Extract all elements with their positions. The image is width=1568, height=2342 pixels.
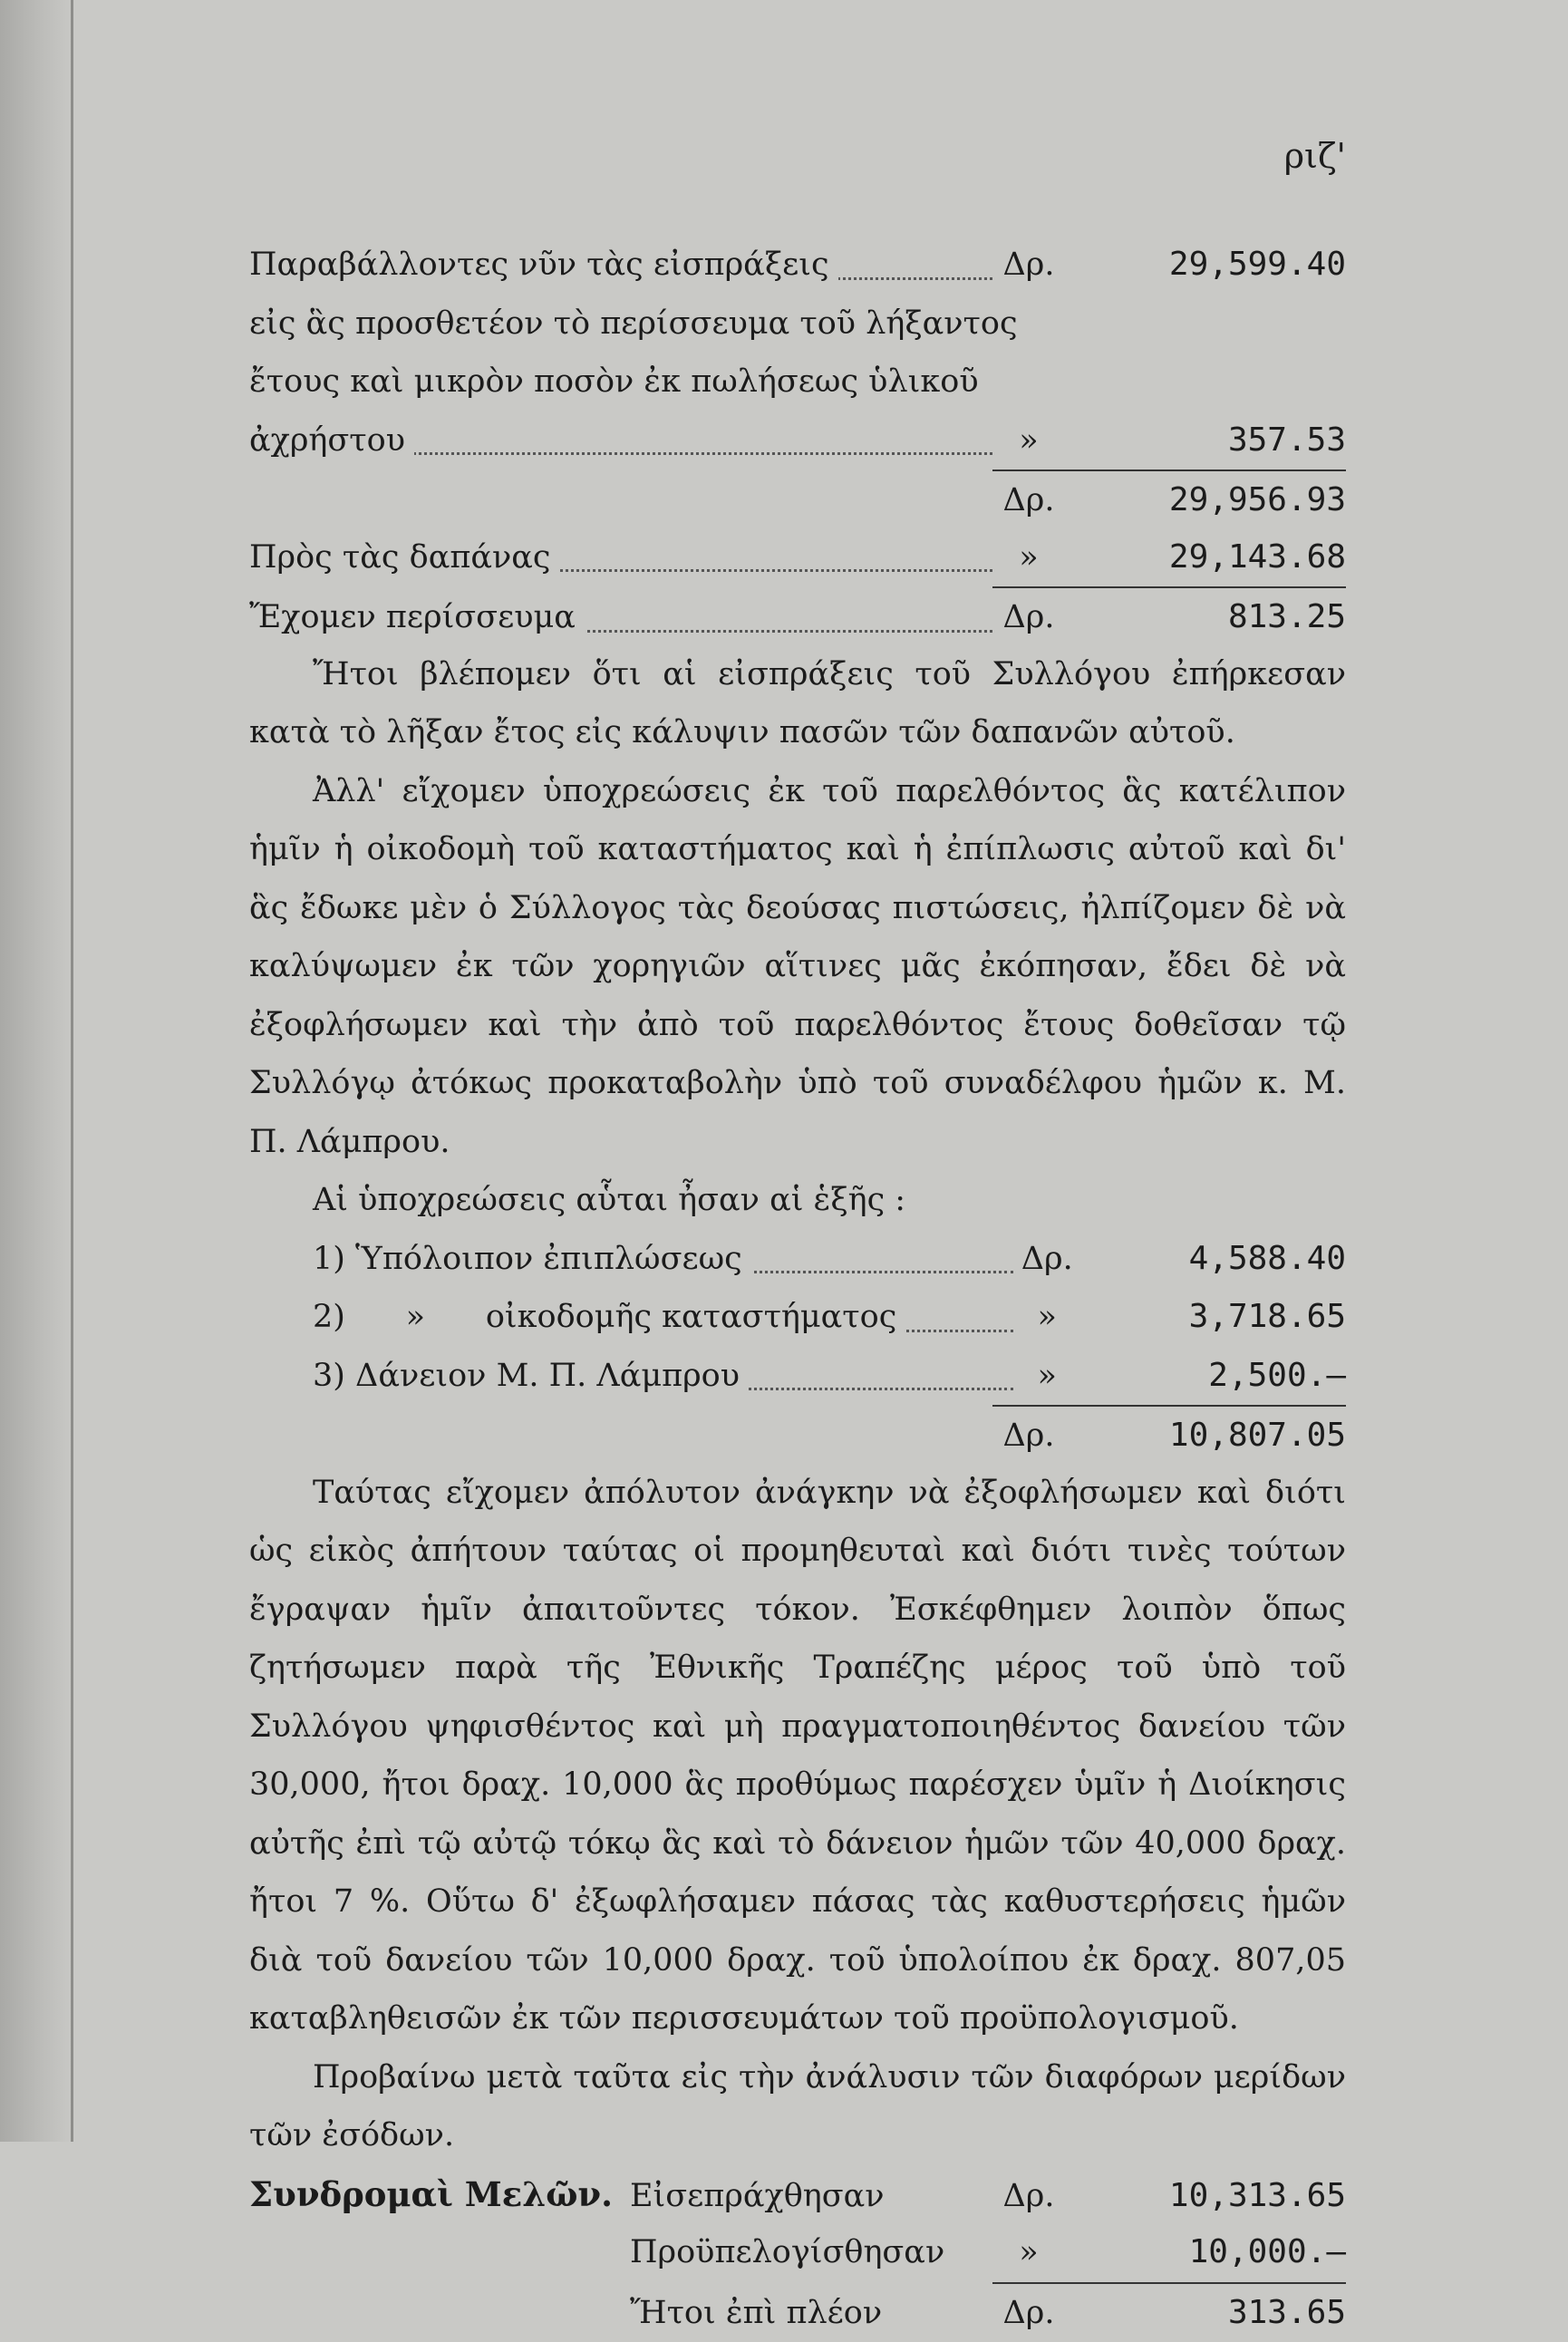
page-binding-shadow xyxy=(0,0,74,2142)
section-row xyxy=(249,2165,1346,2224)
currency-mark: Δρ. xyxy=(1013,1230,1081,1289)
ledger-row-surplus xyxy=(249,586,1346,645)
section-heading: Συνδρομαὶ Μελῶν. xyxy=(249,2165,630,2224)
page-number: ριζ' xyxy=(1284,136,1346,176)
amount: 10,313.65 xyxy=(1065,2167,1346,2226)
section-row xyxy=(249,2223,1346,2282)
currency-mark: Δρ. xyxy=(992,236,1065,295)
section-label: Προϋπελογίσθησαν xyxy=(630,2223,992,2282)
ledger-text: 3) Δάνειον Μ. Π. Λάμπρου xyxy=(313,1358,749,1394)
currency-mark: Δρ. xyxy=(992,2282,1065,2342)
ledger-row-total xyxy=(249,1405,1346,1464)
page-content xyxy=(249,236,1346,2340)
ledger-text: ἀχρήστου xyxy=(249,422,414,459)
section-row xyxy=(249,2282,1346,2341)
obligation-row xyxy=(249,1288,1346,1347)
paragraph: Ἤτοι βλέπομεν ὅτι αἱ εἰσπράξεις τοῦ Συλλόγου ἐπήρκεσαν κατὰ τὸ λῆξαν ἔτος εἰς κάλυψιν πασῶν τῶν δαπανῶν αὐτοῦ. xyxy=(249,645,1346,762)
currency-mark: » xyxy=(992,528,1065,587)
currency-mark: » xyxy=(992,2223,1065,2282)
currency-mark: Δρ. xyxy=(992,469,1065,530)
ledger-row-total xyxy=(249,469,1346,528)
ledger-text: Παραβάλλοντες νῦν τὰς εἰσπράξεις xyxy=(249,247,838,283)
amount: 4,588.40 xyxy=(1081,1230,1346,1289)
ledger-row-receipts xyxy=(249,236,1346,295)
ledger-text: 2) » οἰκοδομῆς καταστήματος xyxy=(313,1299,905,1335)
text-line: ἔτους καὶ μικρὸν ποσὸν ἐκ πωλήσεως ὑλικοῦ xyxy=(249,353,1346,411)
obligation-row xyxy=(249,1230,1346,1289)
currency-mark: » xyxy=(1013,1288,1081,1347)
amount: 29,143.68 xyxy=(1065,528,1346,587)
section-label: Ἤτοι ἐπὶ πλέον xyxy=(630,2284,992,2342)
amount: 357.53 xyxy=(1065,411,1346,470)
amount: 29,599.40 xyxy=(1065,236,1346,295)
currency-mark: Δρ. xyxy=(992,2167,1065,2226)
amount: 3,718.65 xyxy=(1081,1288,1346,1347)
paragraph: Αἱ ὑποχρεώσεις αὗται ἦσαν αἱ ἑξῆς : xyxy=(249,1171,1346,1230)
paragraph: Ἀλλ' εἴχομεν ὑποχρεώσεις ἐκ τοῦ παρελθόντος ἃς κατέλιπον ἡμῖν ἡ οἰκοδομὴ τοῦ καταστήματος καὶ ἡ ἐπίπλωσις αὐτοῦ καὶ δι' ἃς ἔδωκε μὲν ὁ Σύλλογος τὰς δεούσας πιστώσεις, ἠλπίζομεν δὲ νὰ καλύψωμεν ἐκ τῶν χορηγιῶν αἵτινες μᾶς ἐκόπησαν, ἔδει δὲ νὰ ἐξοφλήσωμεν καὶ τὴν ἀπὸ τοῦ παρελθόντος ἔτους δοθεῖσαν τῷ Συλλόγῳ ἀτόκως προκαταβολὴν ὑπὸ τοῦ συναδέλφου ἡμῶν κ. Μ. Π. Λάμπρου. xyxy=(249,762,1346,1172)
amount: 2,500.— xyxy=(1081,1347,1346,1406)
amount: 10,000.— xyxy=(1065,2223,1346,2282)
text-line: εἰς ἃς προσθετέον τὸ περίσσευμα τοῦ λήξαντος xyxy=(249,295,1346,353)
currency-mark: » xyxy=(1013,1347,1081,1406)
amount: 313.65 xyxy=(1065,2282,1346,2342)
total-amount: 10,807.05 xyxy=(1065,1405,1346,1466)
section-label: Εἰσεπράχθησαν xyxy=(630,2167,992,2226)
paragraph: Ταύτας εἴχομεν ἀπόλυτον ἀνάγκην νὰ ἐξοφλήσωμεν καὶ διότι ὡς εἰκὸς ἀπήτουν ταύτας οἱ προμηθευταὶ καὶ διότι τινὲς τούτων ἔγραψαν ἡμῖν ἀπαιτοῦντες τόκον. Ἐσκέφθημεν λοιπὸν ὅπως ζητήσωμεν παρὰ τῆς Ἐθνικῆς Τραπέζης μέρος τοῦ ὑπὸ τοῦ Συλλόγου ψηφισθέντος καὶ μὴ πραγματοποιηθέντος δανείου τῶν 30,000, ἤτοι δραχ. 10,000 ἃς προθύμως παρέσχεν ὑμῖν ἡ Διοίκησις αὐτῆς ἐπὶ τῷ αὐτῷ τόκῳ ἃς καὶ τὸ δάνειον ἡμῶν τῶν 40,000 δραχ. ἤτοι 7 %. Οὕτω δ' ἐξωφλήσαμεν πάσας τὰς καθυστερήσεις ἡμῶν διὰ τοῦ δανείου τῶν 10,000 δραχ. τοῦ ὑπολοίπου ἐκ δραχ. 807,05 καταβληθεισῶν ἐκ τῶν περισσευμάτων τοῦ προϋπολογισμοῦ. xyxy=(249,1464,1346,2048)
paragraph: Προβαίνω μετὰ ταῦτα εἰς τὴν ἀνάλυσιν τῶν διαφόρων μερίδων τῶν ἐσόδων. xyxy=(249,2048,1346,2165)
total-amount: 29,956.93 xyxy=(1065,469,1346,530)
book-page xyxy=(249,136,1346,2103)
amount: 813.25 xyxy=(1065,586,1346,647)
binding-edge xyxy=(71,0,73,2142)
ledger-text: Πρὸς τὰς δαπάνας xyxy=(249,539,559,576)
ledger-row-unused-material xyxy=(249,411,1346,470)
currency-mark: » xyxy=(992,411,1065,470)
currency-mark: Δρ. xyxy=(992,586,1065,647)
ledger-row-expenses xyxy=(249,528,1346,587)
ledger-text: Ἔχομεν περίσσευμα xyxy=(249,599,585,635)
obligation-row xyxy=(249,1347,1346,1406)
currency-mark: Δρ. xyxy=(992,1405,1065,1466)
ledger-text: 1) Ὑπόλοιπον ἐπιπλώσεως xyxy=(313,1241,751,1277)
